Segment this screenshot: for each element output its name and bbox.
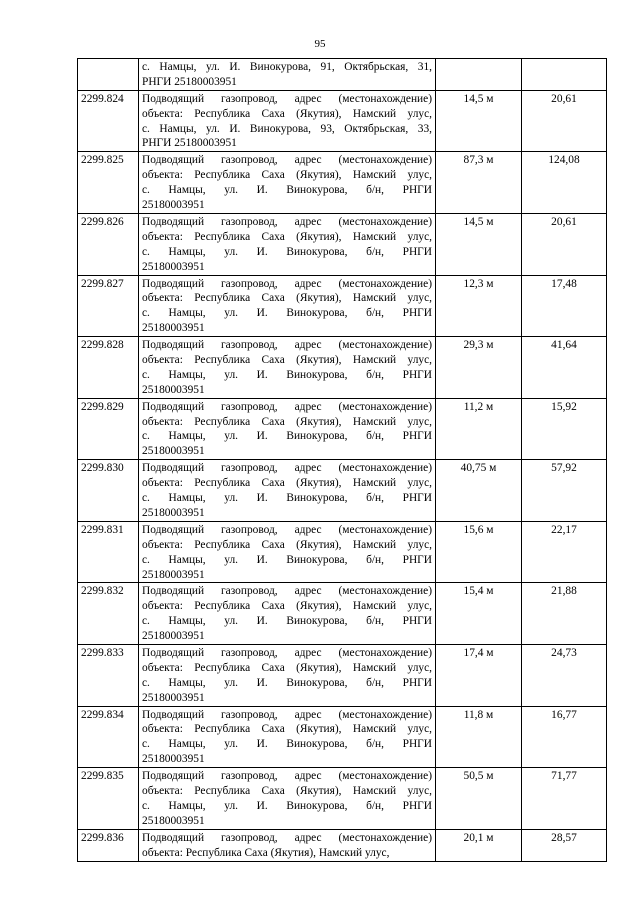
- row-number: 2299.828: [78, 337, 139, 399]
- object-description: [139, 337, 436, 399]
- value-cell: 22,17: [522, 521, 607, 583]
- registry-table: [77, 58, 607, 862]
- description-line: объекта: Республика Саха (Якутия), Намский улус,: [142, 354, 432, 366]
- row-number: 2299.832: [78, 583, 139, 645]
- description-line: Подводящий газопровод, адрес (местонахождение): [142, 154, 432, 167]
- description-line: объекта: Республика Саха (Якутия), Намский улус,: [142, 846, 390, 859]
- length-cell: 87,3 м: [436, 152, 522, 214]
- table-row: [78, 337, 607, 399]
- description-line: с. Намцы, ул. И. Винокурова, б/н, РНГИ: [142, 553, 432, 566]
- description-line: объекта: Республика Саха (Якутия), Намский улус,: [142, 230, 432, 243]
- length-cell: 29,3 м: [436, 337, 522, 399]
- description-line: 25180003951: [142, 568, 205, 581]
- description-line: 25180003951: [142, 260, 205, 273]
- description-line: объекта: Республика Саха (Якутия), Намский улус,: [142, 661, 432, 674]
- description-line: 25180003951: [142, 383, 205, 396]
- row-number: 2299.836: [78, 829, 139, 861]
- description-line: с. Намцы, ул. И. Винокурова, б/н, РНГИ: [142, 430, 432, 443]
- table-row: [78, 645, 607, 707]
- table-row: [78, 583, 607, 645]
- table-row: [78, 90, 607, 152]
- row-number: 2299.830: [78, 460, 139, 522]
- object-description: [139, 521, 436, 583]
- value-cell: 24,73: [522, 645, 607, 707]
- description-line: объекта: Республика Саха (Якутия), Намский улус,: [142, 415, 432, 428]
- table-row: [78, 59, 607, 91]
- description-line: Подводящий газопровод, адрес (местонахождение): [142, 92, 432, 105]
- row-number: 2299.826: [78, 213, 139, 275]
- object-description: [139, 398, 436, 460]
- row-number: 2299.834: [78, 706, 139, 768]
- description-line: объекта: Республика Саха (Якутия), Намский улус,: [142, 600, 432, 613]
- description-line: с. Намцы, ул. И. Винокурова, 91, Октябрьская, 31,: [142, 61, 432, 73]
- length-cell: 11,8 м: [436, 706, 522, 768]
- table-row: [78, 706, 607, 768]
- description-line: Подводящий газопровод, адрес (местонахождение): [142, 831, 432, 844]
- object-description: [139, 460, 436, 522]
- object-description: [139, 768, 436, 830]
- description-line: с. Намцы, ул. И. Винокурова, 93, Октябрьская, 33,: [142, 122, 432, 135]
- description-line: с. Намцы, ул. И. Винокурова, б/н, РНГИ: [142, 615, 432, 628]
- description-line: с. Намцы, ул. И. Винокурова, б/н, РНГИ: [142, 184, 432, 197]
- table-row: [78, 521, 607, 583]
- row-number: 2299.835: [78, 768, 139, 830]
- description-line: Подводящий газопровод, адрес (местонахождение): [142, 339, 432, 352]
- value-cell: [522, 59, 607, 91]
- description-line: с. Намцы, ул. И. Винокурова, б/н, РНГИ: [142, 368, 432, 381]
- value-cell: 28,57: [522, 829, 607, 861]
- value-cell: 20,61: [522, 90, 607, 152]
- object-description: [139, 706, 436, 768]
- length-cell: [436, 59, 522, 91]
- row-number: 2299.833: [78, 645, 139, 707]
- description-line: объекта: Республика Саха (Якутия), Намский улус,: [142, 785, 432, 798]
- length-cell: 20,1 м: [436, 829, 522, 861]
- description-line: Подводящий газопровод, адрес (местонахождение): [142, 277, 432, 290]
- description-line: с. Намцы, ул. И. Винокурова, б/н, РНГИ: [142, 245, 432, 258]
- description-line: 25180003951: [142, 691, 205, 704]
- table-row: [78, 152, 607, 214]
- table-row: [78, 460, 607, 522]
- description-line: 25180003951: [142, 445, 205, 458]
- value-cell: 71,77: [522, 768, 607, 830]
- description-line: с. Намцы, ул. И. Винокурова, б/н, РНГИ: [142, 307, 432, 320]
- description-line: объекта: Республика Саха (Якутия), Намский улус,: [142, 292, 432, 305]
- description-line: объекта: Республика Саха (Якутия), Намский улус,: [142, 723, 432, 736]
- length-cell: 15,6 м: [436, 521, 522, 583]
- description-line: 25180003951: [142, 814, 205, 827]
- description-line: 25180003951: [142, 506, 205, 519]
- description-line: объекта: Республика Саха (Якутия), Намский улус,: [142, 538, 432, 551]
- row-number: 2299.827: [78, 275, 139, 337]
- table-row: [78, 213, 607, 275]
- table-row: [78, 768, 607, 830]
- description-line: Подводящий газопровод, адрес (местонахождение): [142, 708, 432, 721]
- length-cell: 14,5 м: [436, 213, 522, 275]
- table-row: [78, 275, 607, 337]
- value-cell: 124,08: [522, 152, 607, 214]
- description-line: Подводящий газопровод, адрес (местонахождение): [142, 585, 432, 598]
- description-line: 25180003951: [142, 322, 205, 335]
- value-cell: 57,92: [522, 460, 607, 522]
- value-cell: 21,88: [522, 583, 607, 645]
- value-cell: 20,61: [522, 213, 607, 275]
- length-cell: 17,4 м: [436, 645, 522, 707]
- object-description: [139, 152, 436, 214]
- object-description: [139, 645, 436, 707]
- description-line: объекта: Республика Саха (Якутия), Намский улус,: [142, 107, 432, 120]
- registry-table-body: [78, 59, 607, 862]
- length-cell: 40,75 м: [436, 460, 522, 522]
- description-line: объекта: Республика Саха (Якутия), Намский улус,: [142, 169, 432, 182]
- object-description: [139, 275, 436, 337]
- value-cell: 16,77: [522, 706, 607, 768]
- table-row: [78, 398, 607, 460]
- description-line: с. Намцы, ул. И. Винокурова, б/н, РНГИ: [142, 799, 432, 812]
- description-line: Подводящий газопровод, адрес (местонахождение): [142, 215, 432, 228]
- description-line: 25180003951: [142, 199, 205, 212]
- description-line: Подводящий газопровод, адрес (местонахождение): [142, 647, 432, 659]
- length-cell: 11,2 м: [436, 398, 522, 460]
- description-line: с. Намцы, ул. И. Винокурова, б/н, РНГИ: [142, 738, 432, 751]
- object-description: [139, 829, 436, 861]
- object-description: [139, 583, 436, 645]
- length-cell: 50,5 м: [436, 768, 522, 830]
- length-cell: 12,3 м: [436, 275, 522, 337]
- value-cell: 41,64: [522, 337, 607, 399]
- length-cell: 14,5 м: [436, 90, 522, 152]
- description-line: с. Намцы, ул. И. Винокурова, б/н, РНГИ: [142, 492, 432, 505]
- description-line: Подводящий газопровод, адрес (местонахождение): [142, 523, 432, 536]
- page-number: 95: [314, 38, 326, 50]
- value-cell: 15,92: [522, 398, 607, 460]
- length-cell: 15,4 м: [436, 583, 522, 645]
- table-row: [78, 829, 607, 861]
- description-line: РНГИ 25180003951: [142, 137, 237, 150]
- description-line: 25180003951: [142, 630, 205, 643]
- description-line: объекта: Республика Саха (Якутия), Намский улус,: [142, 477, 432, 490]
- value-cell: 17,48: [522, 275, 607, 337]
- description-line: 25180003951: [142, 753, 205, 766]
- description-line: РНГИ 25180003951: [142, 75, 237, 88]
- object-description: [139, 213, 436, 275]
- description-line: Подводящий газопровод, адрес (местонахождение): [142, 462, 432, 475]
- description-line: с. Намцы, ул. И. Винокурова, б/н, РНГИ: [142, 676, 432, 689]
- description-line: Подводящий газопровод, адрес (местонахождение): [142, 400, 432, 413]
- row-number: [78, 59, 139, 91]
- row-number: 2299.831: [78, 521, 139, 583]
- object-description: [139, 59, 436, 91]
- row-number: 2299.825: [78, 152, 139, 214]
- row-number: 2299.824: [78, 90, 139, 152]
- row-number: 2299.829: [78, 398, 139, 460]
- description-line: Подводящий газопровод, адрес (местонахождение): [142, 770, 432, 783]
- object-description: [139, 90, 436, 152]
